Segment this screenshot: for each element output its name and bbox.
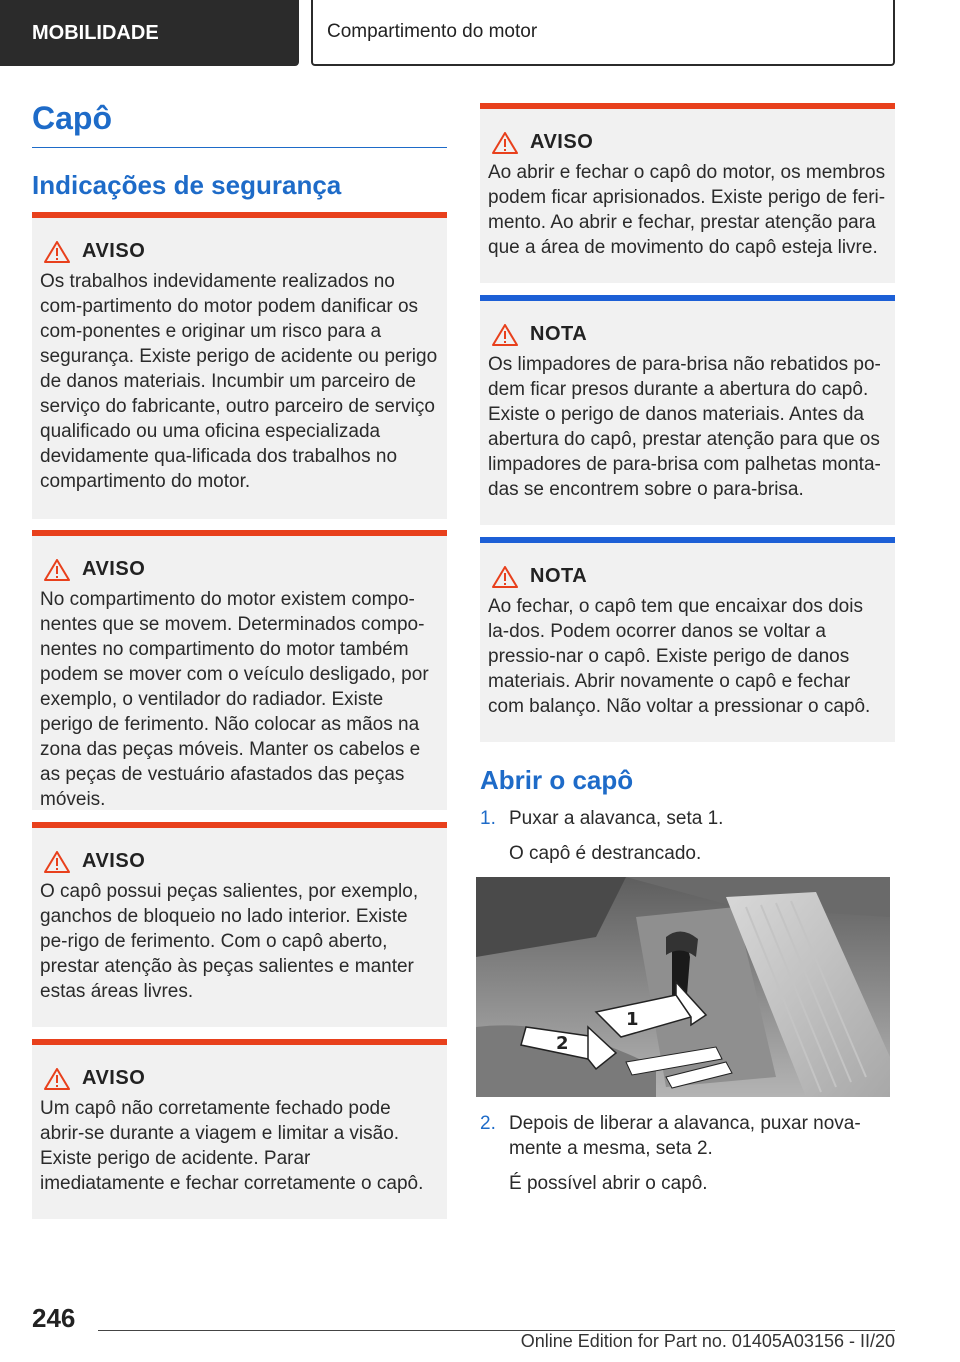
header-chapter-label: Compartimento do motor [327, 21, 538, 42]
step-1 [480, 806, 895, 866]
warning-box-1 [32, 212, 447, 519]
warning-box-1-text: Os trabalhos indevidamente realizados no com-partimento do motor podem danificar os com-ponentes e originar um risco para a segurança. Existe perigo de acidente ou perigo de danos materiais. Incumbir um parceiro de serviço do fabricante, outro parceiro de serviço qualificado ou uma oficina especializada devidamente qua-lificada dos trabalhos no compartimento do motor. [40, 271, 438, 492]
warning-triangle-icon [492, 324, 518, 346]
warning-triangle-icon [44, 851, 70, 873]
hood-lever-photo [476, 877, 890, 1097]
warning-box-5-text: Ao abrir e fechar o capô do motor, os membros podem ficar aprisionados. Existe perigo de feri-mento. Ao abrir e fechar, prestar atenção para que a área de movimento do capô esteja livre. [488, 162, 886, 258]
header-section-tab [0, 0, 299, 66]
note-box-2-text: Ao fechar, o capô tem que encaixar dos dois la-dos. Podem ocorrer danos se voltar a pressio-nar o capô. Existe perigo de danos materiais. Abrir novamente o capô e fechar com balanço. Não voltar a pressionar o capô. [488, 596, 871, 717]
warning-triangle-icon [44, 1068, 70, 1090]
warning-box-5-type: AVISO [530, 131, 594, 153]
warning-box-2 [32, 530, 447, 810]
title-divider [32, 147, 447, 148]
header-chapter-tab [311, 0, 895, 66]
step-1-result: O capô é destrancado. [509, 843, 702, 864]
note-box-2-type: NOTA [530, 565, 588, 587]
warning-triangle-icon [44, 559, 70, 581]
header-section-label: MOBILIDADE [32, 21, 159, 44]
arrow-2-label: 2 [556, 1033, 569, 1054]
warning-box-3-text: O capô possui peças salientes, por exemplo, ganchos de bloqueio no lado interior. Existe pe-rigo de ferimento. Com o capô aberto, prestar atenção às peças salientes e manter estas áreas livres. [40, 881, 419, 1002]
step-2-result: É possível abrir o capô. [509, 1173, 708, 1194]
note-box-1-type: NOTA [530, 323, 588, 345]
warning-triangle-icon [492, 132, 518, 154]
warning-box-1-type: AVISO [82, 240, 146, 262]
step-1-text: Puxar a alavanca, seta 1. [509, 808, 724, 829]
arrow-1-label: 1 [626, 1009, 639, 1030]
warning-box-4-text: Um capô não corretamente fechado pode abrir-se durante a viagem e limitar a visão. Existe perigo de acidente. Parar imediatamente e fechar corretamente o capô. [40, 1098, 424, 1194]
warning-box-2-text: No compartimento do motor existem compo-nentes que se movem. Determinados compo-nentes no compartimento do motor também podem se mover com o veículo desligado, por exemplo, o ventilador do radiador. Existe perigo de ferimento. Não colocar as mãos na zona das peças móveis. Manter os cabelos e as peças de vestuário afastados das peças móveis. [40, 589, 429, 810]
warning-box-4 [32, 1039, 447, 1219]
warning-triangle-icon [492, 566, 518, 588]
step-2-text: Depois de liberar a alavanca, puxar nova-mente a mesma, seta 2. [509, 1113, 861, 1159]
step-1-number: 1. [480, 808, 496, 829]
page-subtitle: Indicações de segurança [32, 170, 342, 200]
warning-box-3-type: AVISO [82, 850, 146, 872]
warning-box-5 [480, 103, 895, 283]
note-box-1-text: Os limpadores de para-brisa não rebatidos po-dem ficar presos durante a abertura do capô. Existe o perigo de danos materiais. Antes da abertura do capô, prestar atenção para que os limpadores de para-brisa com palhetas monta-das se encontrem sobre o para-brisa. [488, 354, 881, 500]
step-2 [480, 1111, 895, 1196]
note-box-2 [480, 537, 895, 742]
note-box-1 [480, 295, 895, 525]
section-title: Abrir o capô [480, 765, 634, 795]
warning-box-2-type: AVISO [82, 558, 146, 580]
hood-lever-illustration [476, 877, 890, 1097]
warning-box-3 [32, 822, 447, 1027]
page-number: 246 [32, 1303, 76, 1333]
warning-triangle-icon [44, 241, 70, 263]
step-2-number: 2. [480, 1113, 496, 1134]
footer-edition: Online Edition for Part no. 01405A03156 - II/20 [520, 1331, 895, 1351]
warning-box-4-type: AVISO [82, 1067, 146, 1089]
page-title: Capô [32, 100, 112, 136]
